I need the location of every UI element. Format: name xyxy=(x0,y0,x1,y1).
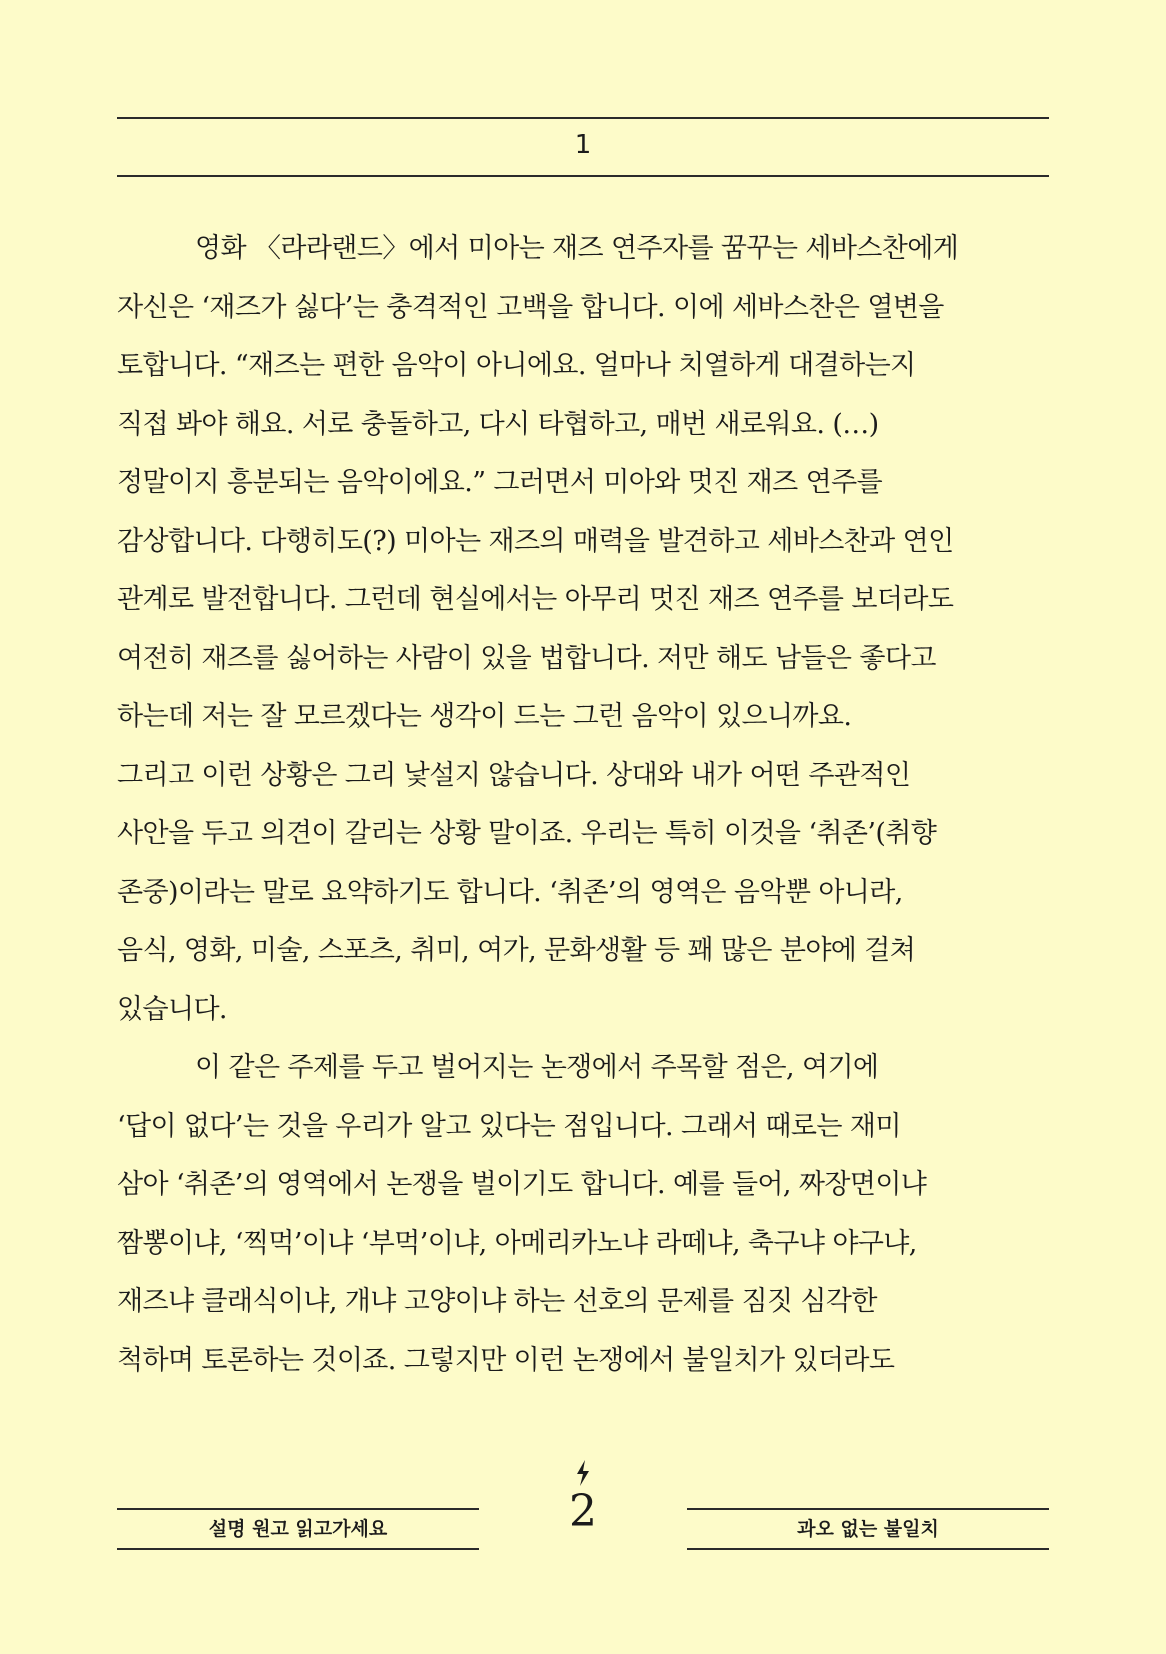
chapter-number: 1 xyxy=(574,130,592,160)
text-line: 이 같은 주제를 두고 벌어지는 논쟁에서 주목할 점은, 여기에 xyxy=(195,1052,879,1083)
footer-left-label: 설명 원고 읽고가세요 xyxy=(117,1508,479,1550)
footer-right-label: 과오 없는 불일치 xyxy=(687,1508,1049,1550)
text-line: ‘답이 없다’는 것을 우리가 알고 있다는 점입니다. 그래서 때로는 재미 xyxy=(117,1110,901,1142)
text-line: 짬뽕이냐, ‘찍먹’이냐 ‘부먹’이냐, 아메리카노냐 라떼냐, 축구냐 야구냐, xyxy=(117,1227,917,1259)
header-top-rule xyxy=(117,117,1049,119)
text-line: 척하며 토론하는 것이죠. 그렇지만 이런 논쟁에서 불일치가 있더라도 xyxy=(117,1344,895,1376)
paragraph xyxy=(117,220,1057,1039)
text-line: 사안을 두고 의견이 갈리는 상황 말이죠. 우리는 특히 이것을 ‘취존’(취향 xyxy=(117,818,937,849)
body-text xyxy=(117,220,1057,1390)
text-line: 음식, 영화, 미술, 스포츠, 취미, 여가, 문화생활 등 꽤 많은 분야에 걸쳐 xyxy=(117,935,916,966)
text-line: 그리고 이런 상황은 그리 낯설지 않습니다. 상대와 내가 어떤 주관적인 xyxy=(117,759,911,791)
header-bottom-rule xyxy=(117,175,1049,177)
text-line: 정말이지 흥분되는 음악이에요.” 그러면서 미아와 멋진 재즈 연주를 xyxy=(117,467,883,498)
text-line: 자신은 ‘재즈가 싫다’는 충격적인 고백을 합니다. 이에 세바스찬은 열변을 xyxy=(117,291,944,323)
text-line: 직접 봐야 해요. 서로 충돌하고, 다시 타협하고, 매번 새로워요. (…) xyxy=(117,408,879,440)
footer-center xyxy=(520,1460,646,1538)
text-line: 재즈냐 클래식이냐, 개냐 고양이냐 하는 선호의 문제를 짐짓 심각한 xyxy=(117,1286,877,1317)
text-line: 여전히 재즈를 싫어하는 사람이 있을 법합니다. 저만 해도 남들은 좋다고 xyxy=(117,642,936,674)
text-line: 관계로 발전합니다. 그런데 현실에서는 아무리 멋진 재즈 연주를 보더라도 xyxy=(117,584,954,615)
paragraph xyxy=(117,1039,1057,1390)
text-line: 토합니다. “재즈는 편한 음악이 아니에요. 얼마나 치열하게 대결하는지 xyxy=(117,350,916,381)
text-line: 존중)이라는 말로 요약하기도 합니다. ‘취존’의 영역은 음악뿐 아니라, xyxy=(117,876,903,908)
bolt-icon xyxy=(574,1460,592,1486)
text-line: 하는데 저는 잘 모르겠다는 생각이 드는 그런 음악이 있으니까요. xyxy=(117,701,852,732)
text-line: 삼아 ‘취존’의 영역에서 논쟁을 벌이기도 합니다. 예를 들어, 짜장면이냐 xyxy=(117,1169,927,1200)
text-line: 영화 〈라라랜드〉에서 미아는 재즈 연주자를 꿈꾸는 세바스찬에게 xyxy=(195,233,959,264)
text-line: 있습니다. xyxy=(117,993,227,1025)
text-line: 감상합니다. 다행히도(?) 미아는 재즈의 매력을 발견하고 세바스찬과 연인 xyxy=(117,525,954,557)
page-number: 2 xyxy=(569,1486,597,1537)
